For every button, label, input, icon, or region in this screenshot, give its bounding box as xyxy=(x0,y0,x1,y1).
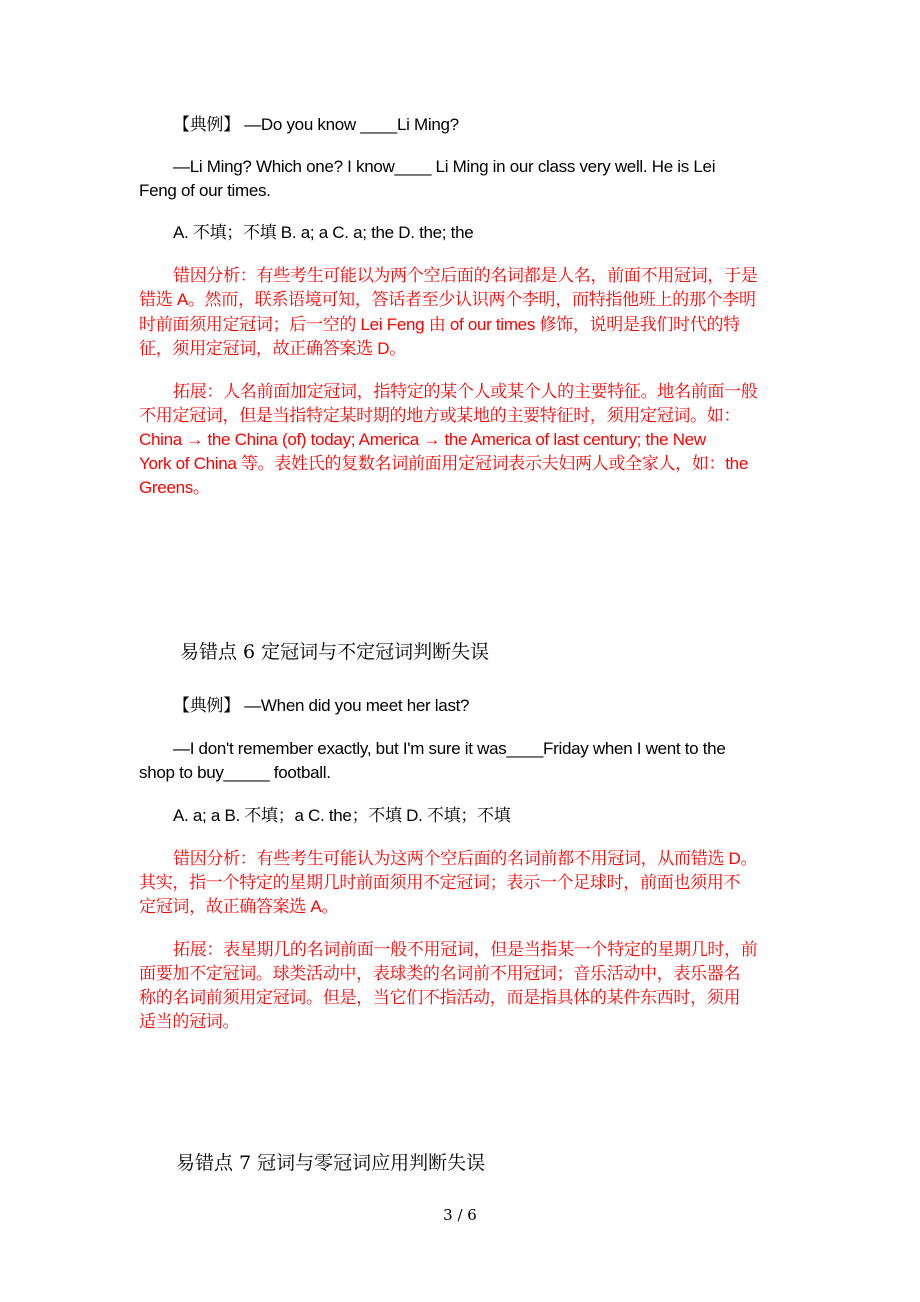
extension-line: York of China 等。表姓氏的复数名词前面用定冠词表示夫妇两人或全家人，如：the xyxy=(139,454,748,473)
analysis-line: 定冠词，故正确答案选 A。 xyxy=(139,897,339,916)
extension-line: 拓展：人名前面加定冠词，指特定的某个人或某个人的主要特征。地名前面一般 xyxy=(173,382,758,401)
analysis-line: 时前面须用定冠词；后一空的 Lei Feng 由 of our times 修饰，说明是我们时代的特 xyxy=(139,315,740,334)
section-heading: 易错点 6 定冠词与不定冠词判断失误 xyxy=(180,641,490,663)
analysis-line: 错选 A。然而，联系语境可知，答话者至少认识两个李明，而特指他班上的那个李明 xyxy=(139,290,756,309)
options: A. a; a B. 不填；a C. the；不填 D. 不填；不填 xyxy=(173,806,511,825)
answer-line: Feng of our times. xyxy=(139,181,271,200)
extension-line: 面要加不定冠词。球类活动中，表球类的名词前不用冠词；音乐活动中，表乐器名 xyxy=(139,964,741,983)
question: 【典例】 —When did you meet her last? xyxy=(173,696,470,715)
analysis-line: 错因分析：有些考生可能认为这两个空后面的名词前都不用冠词，从而错选 D。 xyxy=(173,849,758,868)
extension-line: 适当的冠词。 xyxy=(139,1012,240,1031)
extension-line: China → the China (of) today; America → the America of last century; the New xyxy=(139,430,706,449)
options: A. 不填；不填 B. a; a C. a; the D. the; the xyxy=(173,223,474,242)
page-number: 3 / 6 xyxy=(443,1206,477,1224)
section-7-heading: 易错点 7 冠词与零冠词应用判断失误 xyxy=(176,1152,486,1174)
analysis-line: 征，须用定冠词，故正确答案选 D。 xyxy=(139,339,406,358)
answer-line: —I don't remember exactly, but I'm sure it was____Friday when I went to the xyxy=(173,739,726,758)
answer-line: —Li Ming? Which one? I know____ Li Ming in our class very well. He is Lei xyxy=(173,157,716,176)
extension-line: 拓展：表星期几的名词前面一般不用冠词，但是当指某一个特定的星期几时，前 xyxy=(173,940,758,959)
analysis-line: 错因分析：有些考生可能以为两个空后面的名词都是人名，前面不用冠词，于是 xyxy=(173,266,758,285)
extension-line: 称的名词前须用定冠词。但是，当它们不指活动，而是指具体的某件东西时，须用 xyxy=(139,988,741,1007)
extension-line: 不用定冠词，但是当指特定某时期的地方或某地的主要特征时，须用定冠词。如： xyxy=(139,406,741,425)
analysis-line: 其实，指一个特定的星期几时前面须用不定冠词；表示一个足球时，前面也须用不 xyxy=(139,873,741,892)
answer-line: shop to buy_____ football. xyxy=(139,763,331,782)
question: 【典例】 —Do you know ____Li Ming? xyxy=(173,115,459,134)
extension-line: Greens。 xyxy=(139,478,210,497)
